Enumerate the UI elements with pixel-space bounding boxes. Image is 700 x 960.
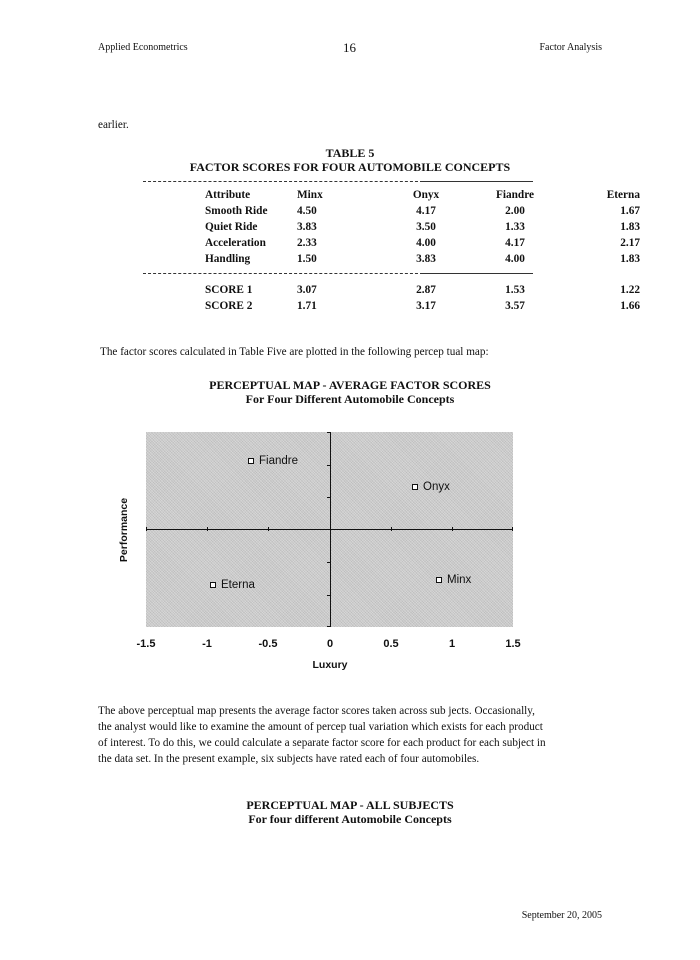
column-header: Eterna — [606, 189, 640, 201]
data-point-minx — [436, 574, 471, 586]
paragraph-line: of interest. To do this, we could calculate a separate factor score for each product for each subject in — [98, 737, 546, 749]
chart2-subtitle: For four different Automobile Concepts — [248, 812, 452, 826]
x-axis-title: Luxury — [312, 659, 348, 671]
cell: 4.00 — [416, 237, 436, 249]
table-mid-rule — [143, 273, 423, 274]
point-label: Eterna — [221, 579, 255, 591]
cell: 1.50 — [297, 253, 317, 265]
table-row — [205, 219, 640, 235]
x-tick-label: -0.5 — [258, 638, 278, 650]
paragraph-line: The above perceptual map presents the average factor scores taken across sub jects. Occasionally, — [98, 705, 535, 717]
y-axis-title: Performance — [118, 497, 130, 563]
x-tick — [207, 527, 208, 531]
cell: 2.87 — [416, 284, 436, 296]
square-marker-icon — [210, 582, 216, 588]
table-mid-rule-solid — [423, 273, 533, 274]
cell: 2.17 — [620, 237, 640, 249]
cell: 3.57 — [505, 300, 525, 312]
cell: 1.71 — [297, 300, 317, 312]
y-tick — [327, 432, 331, 433]
data-point-onyx — [412, 481, 450, 493]
column-header: Attribute — [205, 189, 251, 201]
running-header-left: Applied Econometrics — [98, 42, 188, 53]
cell: 1.67 — [620, 205, 640, 217]
cell: 4.50 — [297, 205, 317, 217]
x-tick-label: 0 — [326, 638, 334, 650]
square-marker-icon — [436, 577, 442, 583]
cell: 2.33 — [297, 237, 317, 249]
cell: 3.50 — [416, 221, 436, 233]
cell: 3.83 — [416, 253, 436, 265]
cell: 1.83 — [620, 221, 640, 233]
chart-title: PERCEPTUAL MAP - AVERAGE FACTOR SCORES — [209, 378, 491, 392]
table-header-row — [205, 187, 640, 203]
table-title: TABLE 5 — [325, 146, 375, 160]
x-tick — [512, 527, 513, 531]
x-tick-label: 0.5 — [383, 638, 399, 650]
cell: 4.17 — [505, 237, 525, 249]
cell: 3.17 — [416, 300, 436, 312]
cell: Handling — [205, 253, 251, 265]
factor-scores-table — [205, 187, 640, 267]
y-axis — [330, 432, 331, 627]
column-header: Minx — [297, 189, 323, 201]
x-tick — [146, 527, 147, 531]
paragraph-line: the analyst would like to examine the amount of percep tual variation which exists for each product — [98, 721, 543, 733]
square-marker-icon — [412, 484, 418, 490]
cell: 1.83 — [620, 253, 640, 265]
data-point-fiandre — [248, 455, 298, 467]
body-paragraph — [98, 703, 618, 767]
x-tick-label: 1.5 — [505, 638, 521, 650]
x-tick — [391, 527, 392, 531]
table-row — [205, 203, 640, 219]
cell: SCORE 1 — [205, 284, 253, 296]
y-tick — [327, 465, 331, 466]
cell: 1.22 — [620, 284, 640, 296]
cell: 3.07 — [297, 284, 317, 296]
x-tick-label: -1 — [202, 638, 212, 650]
table-row — [205, 235, 640, 251]
cell: Acceleration — [205, 237, 266, 249]
factor-score-summary — [205, 282, 640, 314]
cell: 4.17 — [416, 205, 436, 217]
paragraph-line: the data set. In the present example, six subjects have rated each of four automobiles. — [98, 753, 480, 765]
cell: 4.00 — [505, 253, 525, 265]
column-header: Fiandre — [495, 189, 535, 201]
table-top-rule-solid — [423, 181, 533, 182]
page-number: 16 — [343, 40, 356, 55]
x-tick — [268, 527, 269, 531]
cell: Smooth Ride — [205, 205, 268, 217]
point-label: Fiandre — [259, 455, 298, 467]
column-header: Onyx — [412, 189, 440, 201]
x-tick — [452, 527, 453, 531]
table-row — [205, 251, 640, 267]
data-point-eterna — [210, 579, 255, 591]
square-marker-icon — [248, 458, 254, 464]
cell: 1.53 — [505, 284, 525, 296]
y-tick — [327, 626, 331, 627]
lead-in-text: The factor scores calculated in Table Five are plotted in the following percep tual map: — [100, 346, 489, 358]
chart2-title: PERCEPTUAL MAP - ALL SUBJECTS — [246, 798, 454, 812]
x-tick-label: 1 — [448, 638, 456, 650]
cell: Quiet Ride — [205, 221, 258, 233]
score-row — [205, 282, 640, 298]
y-tick — [327, 562, 331, 563]
table-subtitle: FACTOR SCORES FOR FOUR AUTOMOBILE CONCEPTS — [189, 160, 511, 174]
chart-subtitle: For Four Different Automobile Concepts — [245, 392, 455, 406]
cell: 3.83 — [297, 221, 317, 233]
intro-text: earlier. — [98, 119, 129, 131]
point-label: Minx — [447, 574, 472, 586]
running-header-right: Factor Analysis — [539, 42, 602, 53]
cell: 1.66 — [620, 300, 640, 312]
footer-date: September 20, 2005 — [521, 910, 602, 921]
point-label: Onyx — [423, 481, 450, 493]
cell: 2.00 — [505, 205, 525, 217]
x-tick-label: -1.5 — [136, 638, 156, 650]
table-top-rule — [143, 181, 423, 182]
score-row — [205, 298, 640, 314]
y-tick — [327, 497, 331, 498]
y-tick — [327, 595, 331, 596]
cell: SCORE 2 — [205, 300, 253, 312]
cell: 1.33 — [505, 221, 525, 233]
